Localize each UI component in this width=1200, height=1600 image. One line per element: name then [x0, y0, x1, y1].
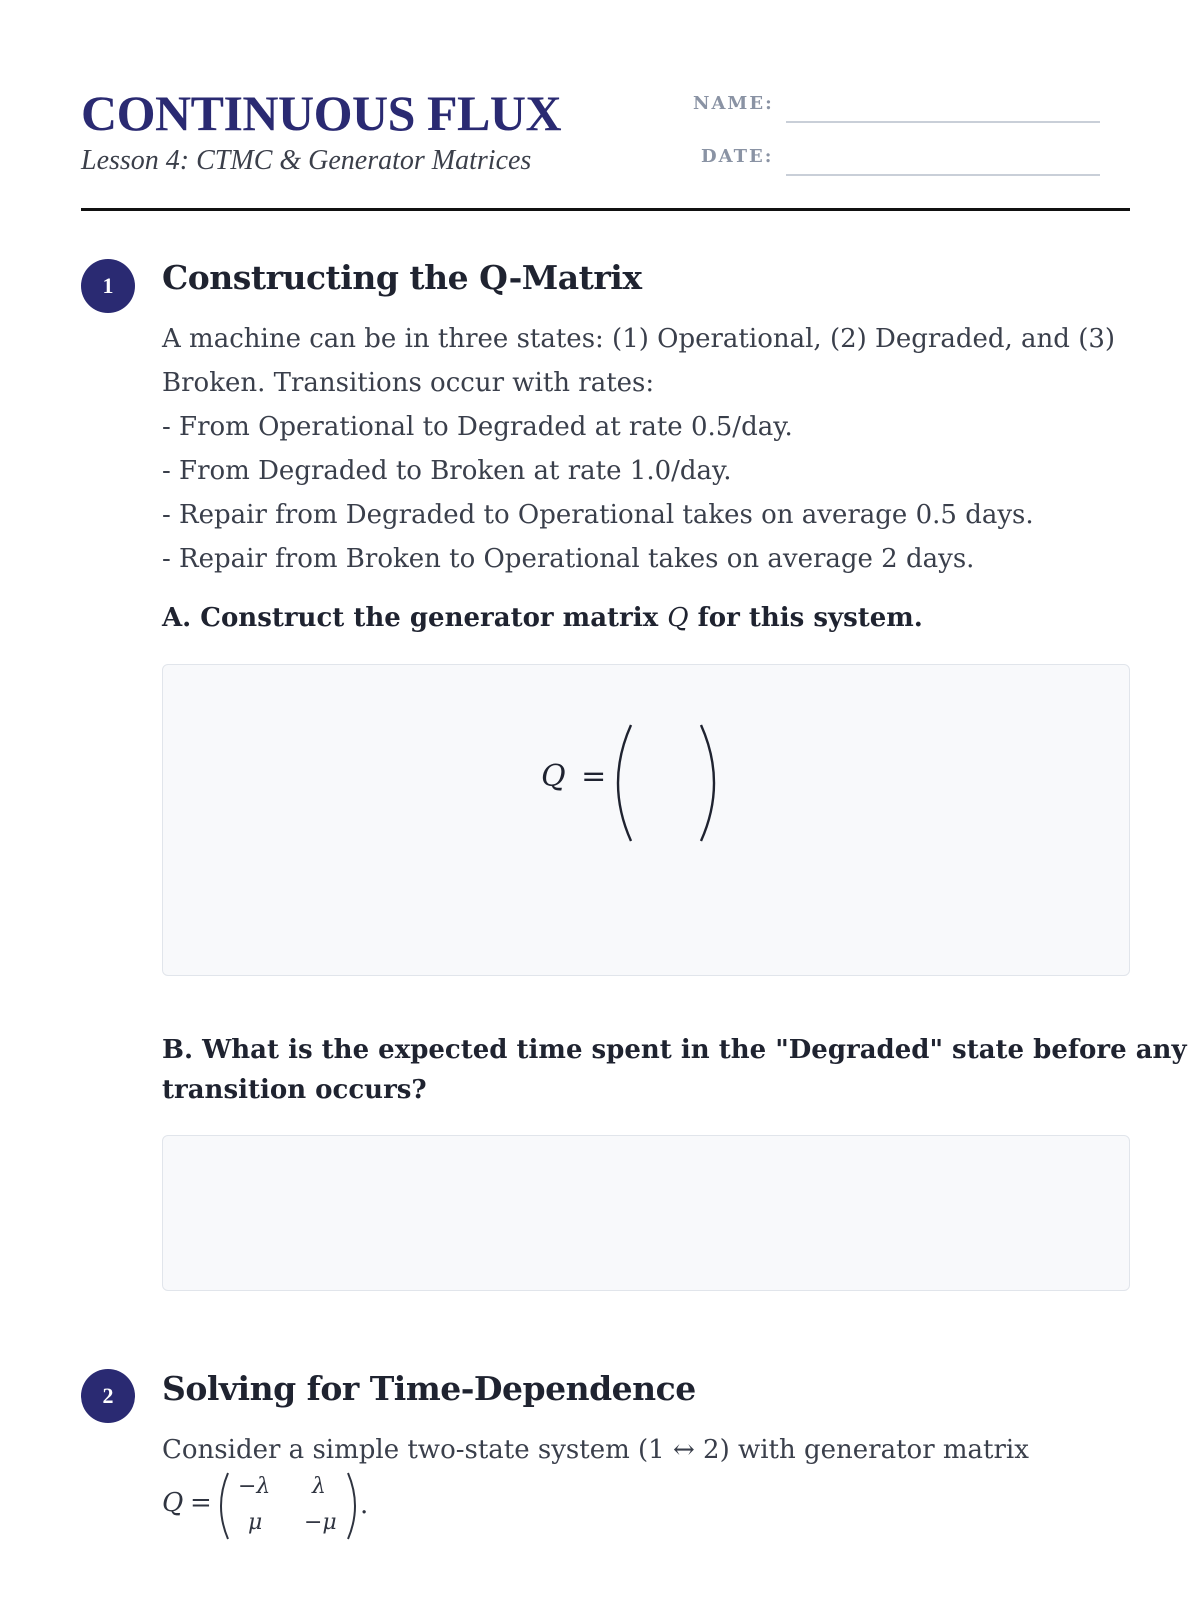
- bullet-item: - From Operational to Degraded at rate 0.5/day.: [162, 412, 793, 442]
- description-text: Consider a simple two-state system: [162, 1435, 630, 1465]
- section-number-badge: 1: [81, 259, 135, 313]
- question-b: [162, 1030, 1187, 1110]
- date-label: DATE:: [701, 146, 774, 167]
- two-state-matrix: [162, 1468, 562, 1544]
- name-label: NAME:: [693, 93, 774, 114]
- bullet-item: - From Degraded to Broken at rate 1.0/day.: [162, 456, 732, 486]
- matrix-cell: −μ: [304, 1510, 337, 1535]
- worksheet-page: [81, 0, 1187, 1600]
- matrix-symbol: Q: [162, 1488, 184, 1518]
- equals-sign: =: [190, 1488, 212, 1518]
- date-field[interactable]: [786, 174, 1100, 176]
- question-a-prefix: A. Construct the generator matrix: [162, 603, 659, 633]
- description-text: with generator matrix: [737, 1435, 1029, 1465]
- state-pair: (1 ↔ 2): [638, 1435, 730, 1465]
- question-a: [162, 598, 1130, 638]
- section-heading: Constructing the Q-Matrix: [162, 258, 642, 297]
- matrix-cell: −λ: [238, 1474, 271, 1499]
- question-a-suffix: for this system.: [697, 603, 923, 633]
- section-number-badge: 2: [81, 1369, 135, 1423]
- matrix-terminator: .: [360, 1490, 369, 1520]
- description-line: A machine can be in three states: (1) Operational, (2) Degraded, and (3): [162, 324, 1116, 354]
- bullet-item: - Repair from Broken to Operational takes on average 2 days.: [162, 544, 975, 574]
- description-line: Broken. Transitions occur with rates:: [162, 368, 655, 398]
- bullet-item: - Repair from Degraded to Operational takes on average 0.5 days.: [162, 500, 1034, 530]
- header-divider: [81, 208, 1130, 211]
- matrix-cell: μ: [248, 1510, 263, 1535]
- section-heading: Solving for Time-Dependence: [162, 1369, 696, 1408]
- answer-box-expected-time[interactable]: [162, 1135, 1130, 1291]
- matrix-cell: λ: [312, 1474, 326, 1499]
- section-description: [162, 1428, 1130, 1472]
- worksheet-title: CONTINUOUS FLUX: [81, 85, 562, 141]
- name-field[interactable]: [786, 121, 1100, 123]
- matrix-expression: [541, 759, 606, 794]
- section-description: [162, 317, 1130, 581]
- question-b-line: B. What is the expected time spent in the "Degraded" state before any: [162, 1035, 1187, 1065]
- question-b-line: transition occurs?: [162, 1075, 427, 1105]
- equals-sign: =: [581, 759, 607, 794]
- worksheet-subtitle: Lesson 4: CTMC & Generator Matrices: [81, 145, 532, 176]
- matrix-parentheses: [611, 721, 721, 845]
- matrix-symbol: Q: [667, 603, 689, 633]
- answer-box-q-matrix[interactable]: [162, 664, 1130, 976]
- matrix-symbol: Q: [541, 759, 566, 794]
